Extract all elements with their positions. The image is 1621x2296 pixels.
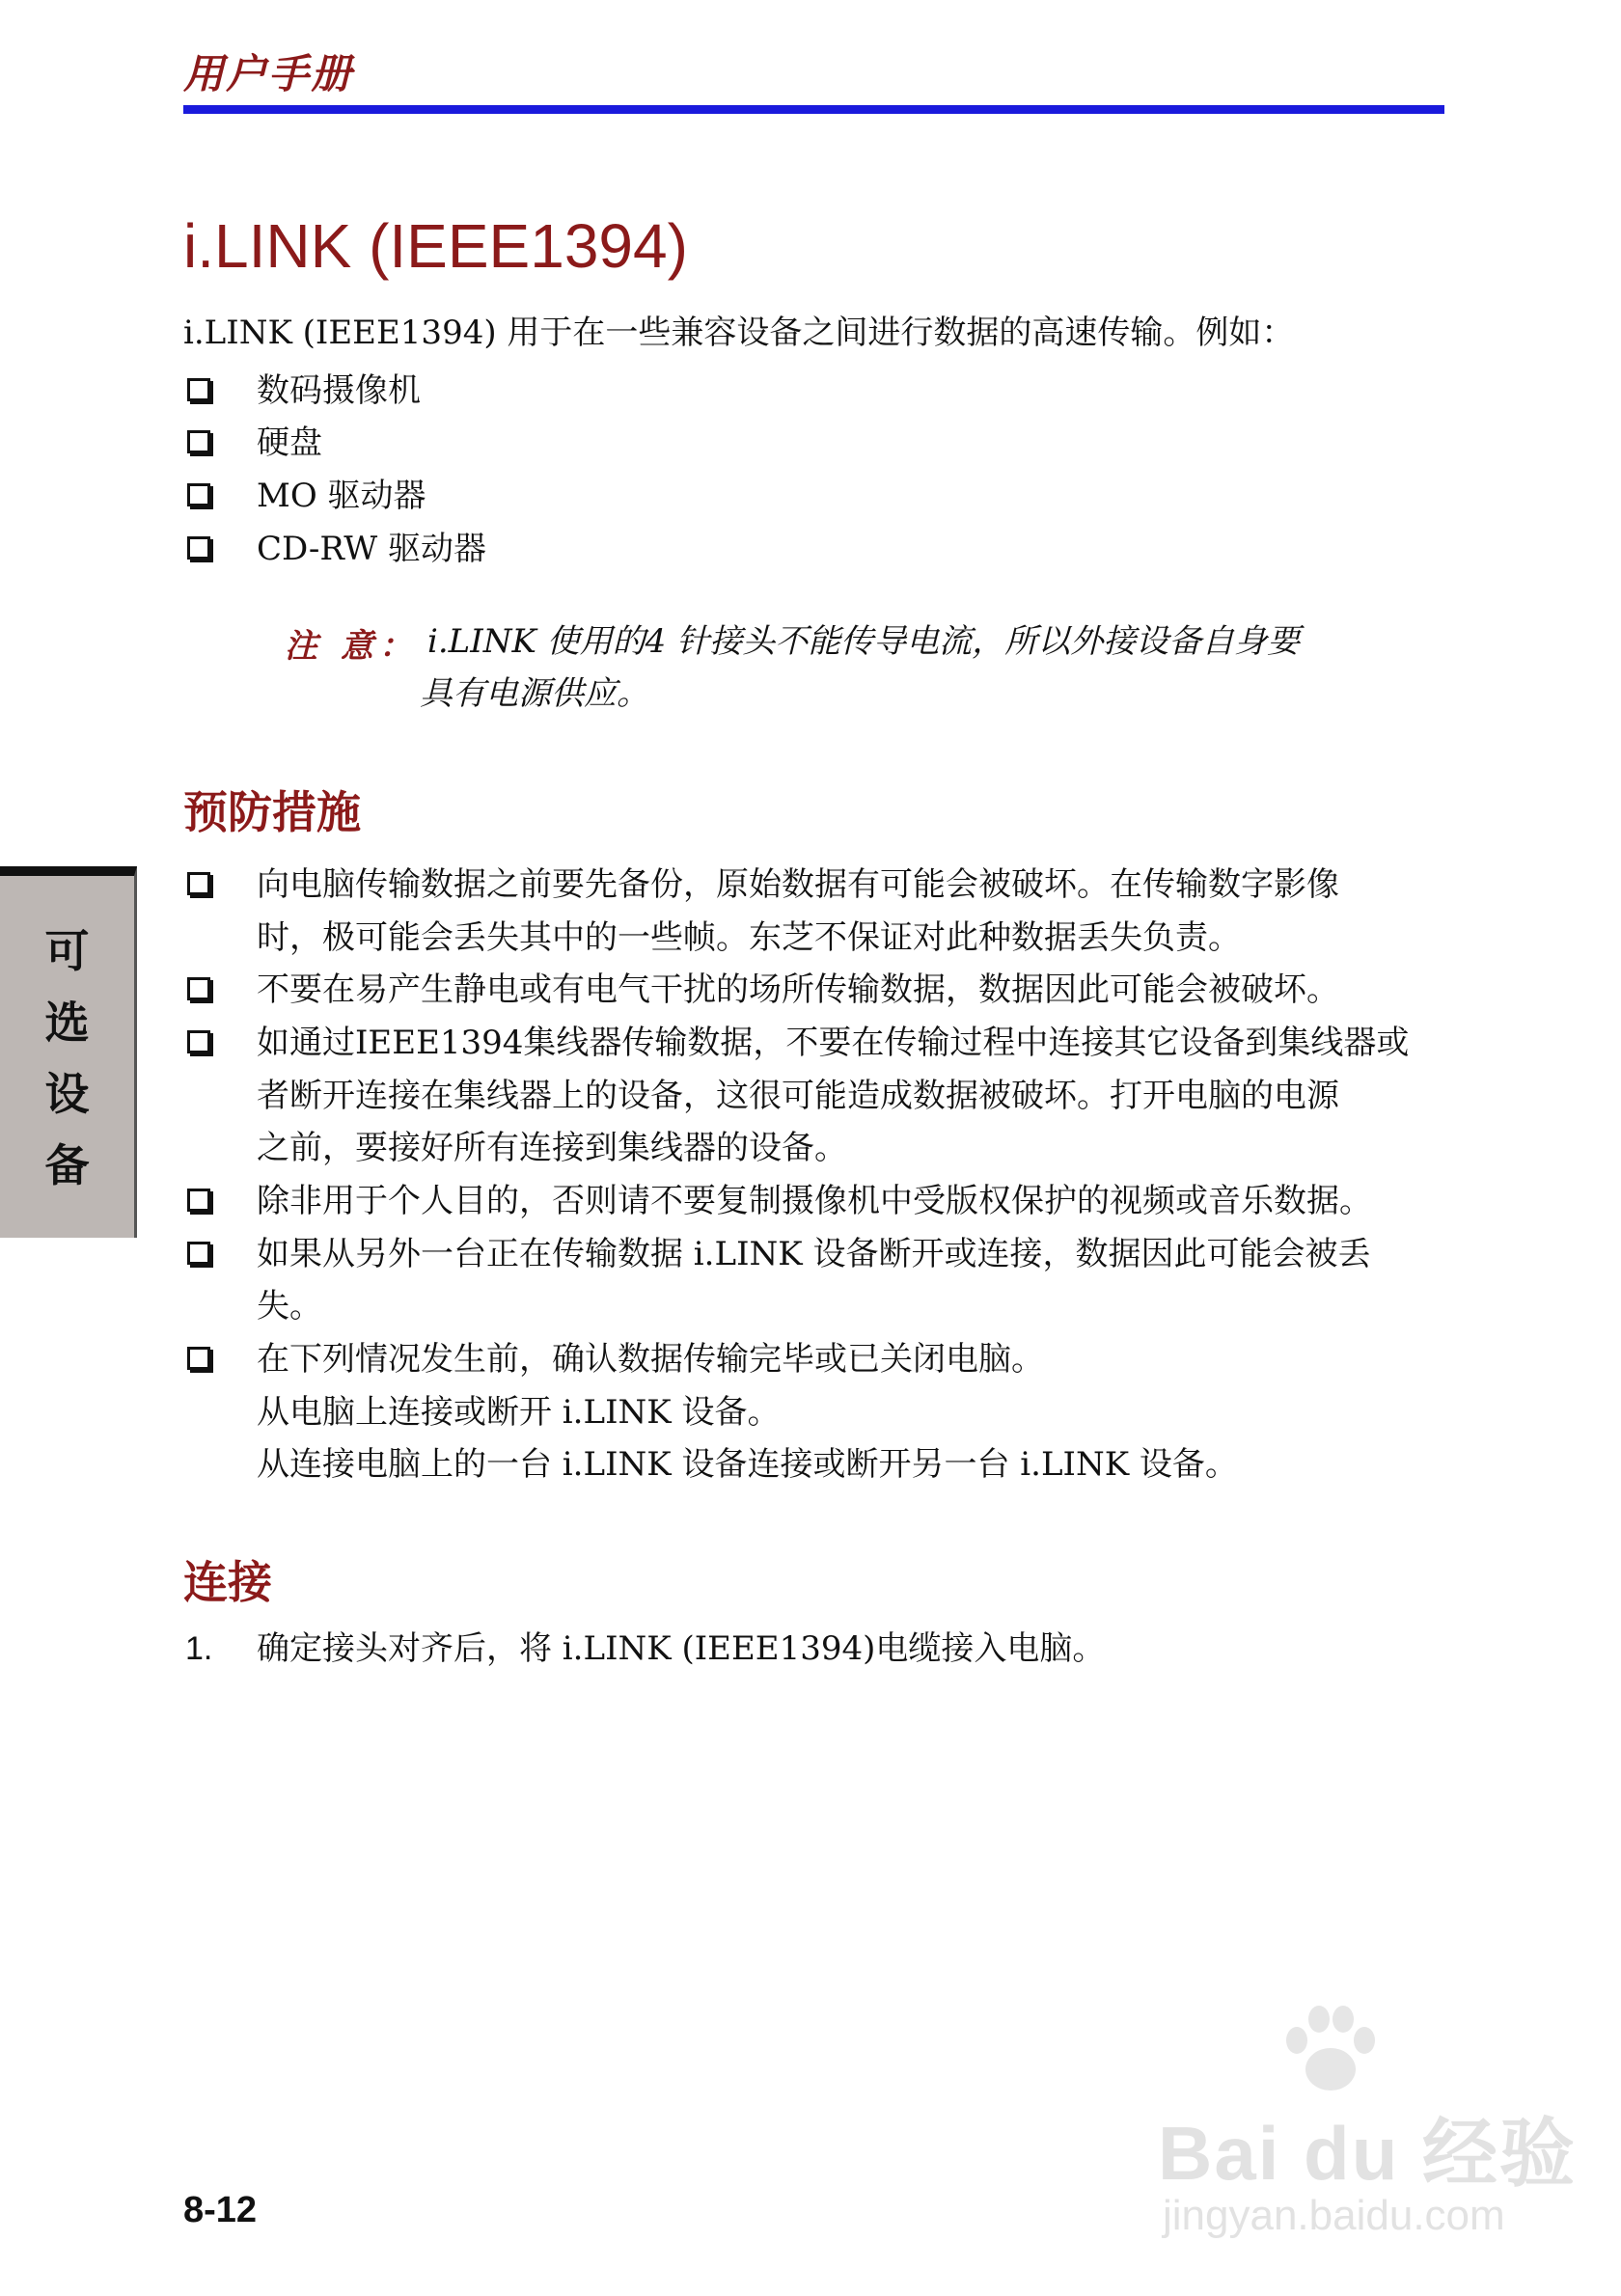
page-title: i.LINK (IEEE1394): [183, 211, 688, 281]
precaution-line: 不要在易产生静电或有电气干扰的场所传输数据，数据因此可能会被破坏。: [257, 970, 1339, 1009]
step-number: 1.: [185, 1630, 213, 1667]
note-line: 具有电源供应。: [420, 674, 649, 713]
header-rule: [183, 105, 1444, 114]
precautions-heading: 预防措施: [183, 786, 361, 838]
side-tab-char: 设: [44, 1068, 90, 1120]
device-item: 硬盘: [257, 424, 322, 462]
checkbox-bullet-icon: [187, 977, 210, 1000]
precaution-line: 时，极可能会丢失其中的一些帧。东芝不保证对此种数据丢失负责。: [257, 918, 1241, 957]
checkbox-bullet-icon: [187, 1030, 210, 1053]
device-item: MO 驱动器: [257, 477, 426, 515]
checkbox-bullet-icon: [187, 483, 210, 506]
checkbox-bullet-icon: [187, 1347, 210, 1370]
checkbox-bullet-icon: [187, 536, 210, 560]
checkbox-bullet-icon: [187, 1242, 210, 1265]
note-line: i.LINK 使用的4 针接头不能传导电流，所以外接设备自身要: [427, 622, 1301, 661]
side-chapter-tab: [0, 866, 137, 1238]
precaution-line: 在下列情况发生前，确认数据传输完毕或已关闭电脑。: [257, 1340, 1044, 1379]
precaution-line: 除非用于个人目的，否则请不要复制摄像机中受版权保护的视频或音乐数据。: [257, 1182, 1372, 1220]
watermark-brand: Bai du 经验: [1158, 2111, 1578, 2196]
precaution-line: 向电脑传输数据之前要先备份，原始数据有可能会被破坏。在传输数字影像: [257, 865, 1339, 904]
side-tab-char: 备: [44, 1139, 90, 1191]
step-text: 确定接头对齐后，将 i.LINK (IEEE1394)电缆接入电脑。: [257, 1629, 1106, 1668]
precaution-line: 如果从另外一台正在传输数据 i.LINK 设备断开或连接，数据因此可能会被丢: [257, 1235, 1371, 1273]
checkbox-bullet-icon: [187, 872, 210, 895]
precaution-line: 失。: [257, 1287, 322, 1326]
side-tab-char: 选: [44, 997, 90, 1049]
note-label: 注 意：: [285, 627, 418, 666]
intro-text: i.LINK (IEEE1394) 用于在一些兼容设备之间进行数据的高速传输。例如：: [183, 314, 1295, 352]
watermark-url: jingyan.baidu.com: [1163, 2192, 1505, 2239]
device-item: 数码摄像机: [257, 371, 421, 410]
device-item: CD-RW 驱动器: [257, 530, 486, 568]
precaution-line: 如通过IEEE1394集线器传输数据，不要在传输过程中连接其它设备到集线器或: [257, 1024, 1410, 1062]
precaution-line: 之前，要接好所有连接到集线器的设备。: [257, 1129, 847, 1167]
precaution-line: 从电脑上连接或断开 i.LINK 设备。: [257, 1393, 781, 1432]
paw-logo-icon: [1276, 2002, 1382, 2098]
checkbox-bullet-icon: [187, 1189, 210, 1212]
checkbox-bullet-icon: [187, 378, 210, 401]
precaution-line: 者断开连接在集线器上的设备，这很可能造成数据被破坏。打开电脑的电源: [257, 1077, 1339, 1115]
side-tab-char: 可: [44, 925, 90, 977]
connect-heading: 连接: [183, 1556, 272, 1608]
page-number: 8-12: [183, 2190, 258, 2230]
header-title: 用户手册: [183, 50, 354, 97]
checkbox-bullet-icon: [187, 430, 210, 453]
precaution-line: 从连接电脑上的一台 i.LINK 设备连接或断开另一台 i.LINK 设备。: [257, 1445, 1238, 1484]
